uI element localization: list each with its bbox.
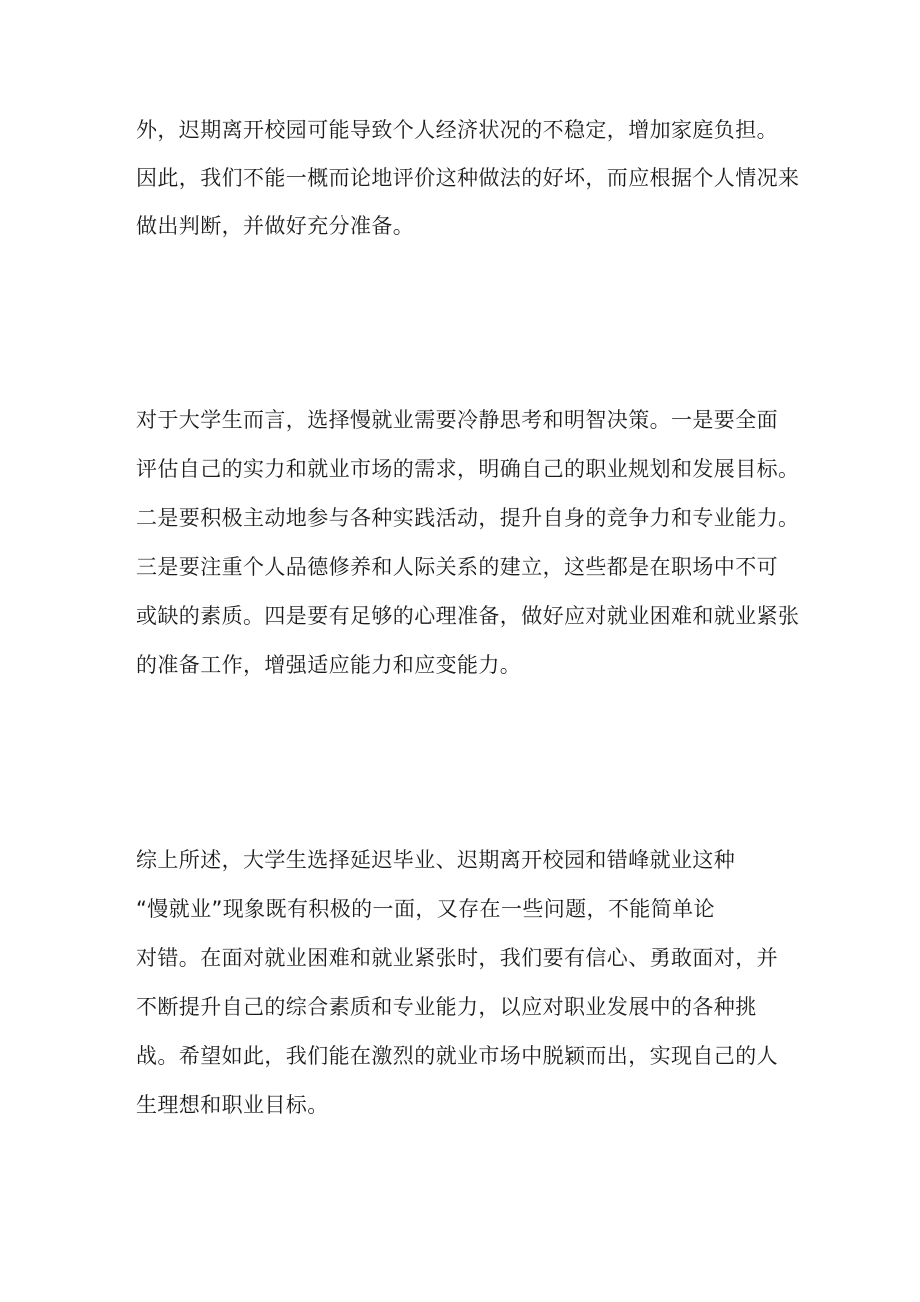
paragraph-line: 或缺的素质。四是要有足够的心理准备，做好应对就业困难和就业紧张 [136,604,800,628]
paragraph-line: 战。希望如此，我们能在激烈的就业市场中脱颖而出，实现自己的人 [136,1044,778,1068]
paragraph-line: 不断提升自己的综合素质和专业能力，以应对职业发展中的各种挑 [136,995,757,1019]
paragraph-line: 三是要注重个人品德修养和人际关系的建立，这些都是在职场中不可 [136,555,778,579]
paragraph-line: 做出判断，并做好充分准备。 [136,214,415,238]
paragraph-line: 对于大学生而言，选择慢就业需要冷静思考和明智决策。一是要全面 [136,408,778,432]
paragraph-line: 生理想和职业目标。 [136,1093,329,1117]
paragraph-line: 二是要积极主动地参与各种实践活动，提升自身的竞争力和专业能力。 [136,506,800,530]
paragraph-line: 外，迟期离开校园可能导致个人经济状况的不稳定，增加家庭负担。 [136,118,778,142]
paragraph-line: 综上所述，大学生选择延迟毕业、迟期离开校园和错峰就业这种 [136,848,736,872]
paragraph-line: 的准备工作，增强适应能力和应变能力。 [136,653,522,677]
paragraph-line: 对错。在面对就业困难和就业紧张时，我们要有信心、勇敢面对，并 [136,946,778,970]
paragraph-line: 评估自己的实力和就业市场的需求，明确自己的职业规划和发展目标。 [136,457,800,481]
paragraph-line: “慢就业”现象既有积极的一面，又存在一些问题，不能简单论 [136,897,715,921]
paragraph-line: 因此，我们不能一概而论地评价这种做法的好坏，而应根据个人情况来 [136,166,800,190]
